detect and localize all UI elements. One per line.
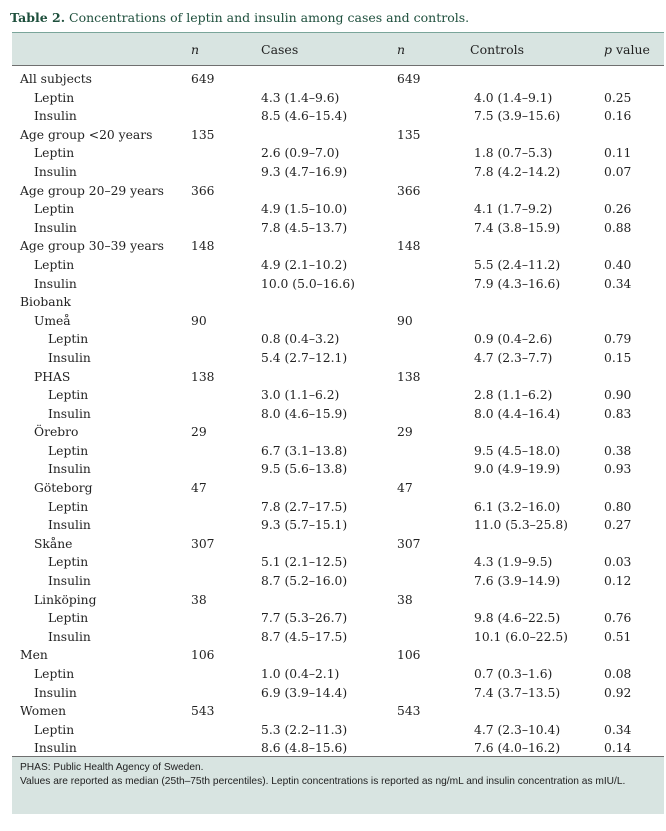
- table-row: [12, 721, 664, 740]
- table-row: [12, 256, 664, 275]
- cell-n-controls: 148: [397, 239, 421, 254]
- cell-p-value: 0.16: [604, 109, 632, 124]
- table-row: [12, 182, 664, 201]
- row-label: Leptin: [48, 611, 89, 626]
- table-body: [12, 66, 664, 758]
- cell-cases: 9.5 (5.6–13.8): [261, 462, 348, 477]
- cell-cases: 1.0 (0.4–2.1): [261, 667, 340, 681]
- header-p-italic: p: [604, 42, 613, 57]
- cell-n-controls: 90: [397, 313, 413, 328]
- cell-n-cases: 47: [191, 481, 207, 496]
- cell-cases: 6.9 (3.9–14.4): [261, 685, 348, 700]
- cell-p-value: 0.92: [604, 685, 632, 700]
- cell-controls: 2.8 (1.1–6.2): [474, 388, 553, 403]
- cell-n-controls: 47: [397, 481, 413, 496]
- cell-controls: 10.1 (6.0–22.5): [474, 629, 568, 644]
- table-row: [12, 200, 664, 219]
- row-label: Insulin: [48, 629, 91, 644]
- cell-n-controls: 366: [397, 183, 421, 198]
- row-label: Göteborg: [34, 481, 93, 496]
- table-row: [12, 498, 664, 517]
- row-label: PHAS: [34, 369, 71, 384]
- cell-n-cases: 90: [191, 313, 207, 328]
- table-row: [12, 460, 664, 479]
- row-label: Insulin: [48, 406, 91, 421]
- cell-p-value: 0.90: [604, 388, 632, 403]
- row-label: Leptin: [34, 90, 75, 105]
- table-number: Table 2.: [10, 10, 66, 25]
- cell-n-cases: 366: [191, 183, 215, 198]
- cell-n-controls: 138: [397, 369, 421, 384]
- table-title: Concentrations of leptin and insulin among cases and controls.: [69, 10, 470, 25]
- cell-cases: 8.7 (5.2–16.0): [261, 574, 348, 589]
- row-label: Leptin: [34, 722, 75, 737]
- cell-controls: 11.0 (5.3–25.8): [474, 518, 568, 533]
- table-row: [12, 368, 664, 387]
- table-row: [12, 442, 664, 461]
- footnote-abbreviation: PHAS: Public Health Agency of Sweden.: [20, 762, 204, 773]
- row-label: Leptin: [34, 202, 75, 217]
- cell-n-cases: 307: [191, 536, 215, 551]
- cell-p-value: 0.11: [604, 146, 632, 161]
- table-row: [12, 386, 664, 405]
- cell-p-value: 0.34: [604, 276, 632, 291]
- cell-controls: 7.6 (3.9–14.9): [474, 574, 561, 589]
- cell-controls: 9.0 (4.9–19.9): [474, 462, 561, 477]
- table-row: [12, 293, 664, 312]
- cell-controls: 7.6 (4.0–16.2): [474, 741, 561, 756]
- cell-p-value: 0.25: [604, 90, 632, 105]
- cell-p-value: 0.51: [604, 629, 632, 644]
- cell-n-cases: 543: [191, 704, 215, 719]
- table-row: [12, 553, 664, 572]
- cell-cases: 9.3 (5.7–15.1): [261, 518, 348, 533]
- footnote-values: Values are reported as median (25th–75th percentiles). Leptin concentrations is reported as ng/mL and insulin concentration as mIU/L.: [20, 776, 626, 787]
- cell-controls: 0.9 (0.4–2.6): [474, 332, 553, 347]
- cell-controls: 1.8 (0.7–5.3): [474, 146, 553, 161]
- row-label: Age group 20–29 years: [20, 183, 164, 198]
- row-label: Insulin: [34, 276, 77, 291]
- cell-controls: 4.0 (1.4–9.1): [474, 90, 553, 105]
- table-row: [12, 89, 664, 108]
- cell-n-cases: 148: [191, 239, 215, 254]
- cell-controls: 7.4 (3.8–15.9): [474, 220, 561, 235]
- cell-n-cases: 135: [191, 127, 215, 142]
- row-label: Leptin: [48, 332, 89, 347]
- cell-cases: 5.3 (2.2–11.3): [261, 722, 348, 737]
- row-label: All subjects: [20, 72, 92, 86]
- cell-n-cases: 106: [191, 648, 215, 663]
- row-label: Biobank: [20, 295, 71, 310]
- row-label: Linköping: [34, 592, 97, 607]
- cell-cases: 8.7 (4.5–17.5): [261, 629, 348, 644]
- cell-n-cases: 38: [191, 592, 207, 607]
- table-row: [12, 684, 664, 703]
- cell-p-value: 0.08: [604, 667, 632, 681]
- cell-cases: 4.9 (2.1–10.2): [261, 257, 348, 272]
- cell-p-value: 0.93: [604, 462, 632, 477]
- header-p-rest: value: [612, 42, 650, 57]
- table-row: [12, 349, 664, 368]
- table-row: [12, 591, 664, 610]
- cell-cases: 7.8 (4.5–13.7): [261, 220, 348, 235]
- cell-cases: 7.7 (5.3–26.7): [261, 611, 348, 626]
- table-row: [12, 516, 664, 535]
- cell-controls: 7.9 (4.3–16.6): [474, 276, 561, 291]
- header-cases: Cases: [261, 42, 299, 57]
- cell-controls: 6.1 (3.2–16.0): [474, 499, 561, 514]
- row-label: Insulin: [34, 741, 77, 756]
- table-row: [12, 405, 664, 424]
- cell-controls: 7.8 (4.2–14.2): [474, 164, 561, 179]
- cell-p-value: 0.07: [604, 164, 632, 179]
- cell-controls: 7.5 (3.9–15.6): [474, 109, 561, 124]
- cell-n-controls: 307: [397, 536, 421, 551]
- table-row: [12, 237, 664, 256]
- table-row: [12, 70, 664, 89]
- table-row: [12, 219, 664, 238]
- cell-controls: 7.4 (3.7–13.5): [474, 685, 561, 700]
- row-label: Age group 30–39 years: [20, 239, 164, 254]
- cell-n-controls: 543: [397, 704, 421, 719]
- cell-cases: 3.0 (1.1–6.2): [261, 388, 340, 403]
- table-row: [12, 423, 664, 442]
- row-label: Leptin: [48, 555, 89, 570]
- cell-n-controls: 106: [397, 648, 421, 663]
- cell-controls: 5.5 (2.4–11.2): [474, 257, 561, 272]
- cell-p-value: 0.79: [604, 332, 632, 347]
- cell-p-value: 0.34: [604, 722, 632, 737]
- cell-controls: 9.8 (4.6–22.5): [474, 611, 561, 626]
- row-label: Age group <20 years: [20, 127, 153, 142]
- cell-controls: 4.3 (1.9–9.5): [474, 555, 553, 570]
- cell-cases: 6.7 (3.1–13.8): [261, 443, 348, 458]
- cell-p-value: 0.15: [604, 350, 632, 365]
- row-label: Leptin: [48, 443, 89, 458]
- cell-cases: 0.8 (0.4–3.2): [261, 332, 340, 347]
- cell-p-value: 0.03: [604, 555, 632, 570]
- table-footnotes: [12, 756, 664, 814]
- cell-cases: 8.5 (4.6–15.4): [261, 109, 348, 124]
- cell-p-value: 0.80: [604, 499, 632, 514]
- cell-p-value: 0.27: [604, 518, 632, 533]
- cell-p-value: 0.26: [604, 202, 632, 217]
- cell-cases: 8.6 (4.8–15.6): [261, 741, 348, 756]
- cell-controls: 4.7 (2.3–10.4): [474, 722, 561, 737]
- table-header: [12, 33, 664, 66]
- row-label: Insulin: [34, 220, 77, 235]
- row-label: Insulin: [48, 574, 91, 589]
- cell-n-cases: 649: [191, 72, 215, 86]
- cell-controls: 4.1 (1.7–9.2): [474, 202, 553, 217]
- cell-p-value: 0.88: [604, 220, 632, 235]
- cell-cases: 5.4 (2.7–12.1): [261, 350, 348, 365]
- data-table: [12, 32, 664, 758]
- cell-p-value: 0.76: [604, 611, 632, 626]
- table-row: [12, 107, 664, 126]
- cell-cases: 5.1 (2.1–12.5): [261, 555, 348, 570]
- table-row: [12, 646, 664, 665]
- header-n-cases: n: [191, 42, 200, 57]
- row-label: Skåne: [34, 536, 73, 551]
- cell-n-controls: 29: [397, 425, 413, 440]
- cell-controls: 4.7 (2.3–7.7): [474, 350, 553, 365]
- header-n-controls: n: [397, 42, 406, 57]
- table-row: [12, 126, 664, 145]
- cell-n-controls: 649: [397, 72, 421, 86]
- header-controls: Controls: [470, 42, 525, 57]
- row-label: Insulin: [34, 685, 77, 700]
- row-label: Insulin: [34, 109, 77, 124]
- row-label: Insulin: [48, 518, 91, 533]
- table-row: [12, 572, 664, 591]
- cell-p-value: 0.38: [604, 443, 632, 458]
- row-label: Leptin: [34, 257, 75, 272]
- table-row: [12, 163, 664, 182]
- cell-controls: 9.5 (4.5–18.0): [474, 443, 561, 458]
- cell-n-controls: 38: [397, 592, 413, 607]
- cell-p-value: 0.14: [604, 741, 632, 756]
- row-label: Leptin: [34, 667, 75, 681]
- header-p-value: [604, 42, 650, 57]
- table-row: [12, 665, 664, 684]
- cell-controls: 8.0 (4.4–16.4): [474, 406, 561, 421]
- row-label: Insulin: [34, 164, 77, 179]
- cell-controls: 0.7 (0.3–1.6): [474, 667, 553, 681]
- table-row: [12, 609, 664, 628]
- table-row: [12, 144, 664, 163]
- table-row: [12, 275, 664, 294]
- table-row: [12, 312, 664, 331]
- cell-n-cases: 138: [191, 369, 215, 384]
- row-label: Örebro: [34, 425, 79, 440]
- row-label: Men: [20, 648, 48, 663]
- row-label: Women: [20, 704, 67, 719]
- row-label: Insulin: [48, 350, 91, 365]
- table-caption: [10, 8, 660, 28]
- row-label: Leptin: [48, 388, 89, 403]
- cell-p-value: 0.83: [604, 406, 632, 421]
- table-row: [12, 628, 664, 647]
- table-row: [12, 702, 664, 721]
- cell-n-cases: 29: [191, 425, 207, 440]
- cell-cases: 2.6 (0.9–7.0): [261, 146, 340, 161]
- cell-p-value: 0.40: [604, 257, 632, 272]
- row-label: Leptin: [48, 499, 89, 514]
- table-row: [12, 479, 664, 498]
- cell-cases: 4.9 (1.5–10.0): [261, 202, 348, 217]
- cell-p-value: 0.12: [604, 574, 632, 589]
- row-label: Umeå: [34, 313, 71, 328]
- row-label: Insulin: [48, 462, 91, 477]
- cell-cases: 8.0 (4.6–15.9): [261, 406, 348, 421]
- table-row: [12, 330, 664, 349]
- cell-cases: 9.3 (4.7–16.9): [261, 164, 348, 179]
- cell-cases: 10.0 (5.0–16.6): [261, 276, 355, 291]
- cell-n-controls: 135: [397, 127, 421, 142]
- row-label: Leptin: [34, 146, 75, 161]
- table-row: [12, 535, 664, 554]
- cell-cases: 7.8 (2.7–17.5): [261, 499, 348, 514]
- cell-cases: 4.3 (1.4–9.6): [261, 90, 340, 105]
